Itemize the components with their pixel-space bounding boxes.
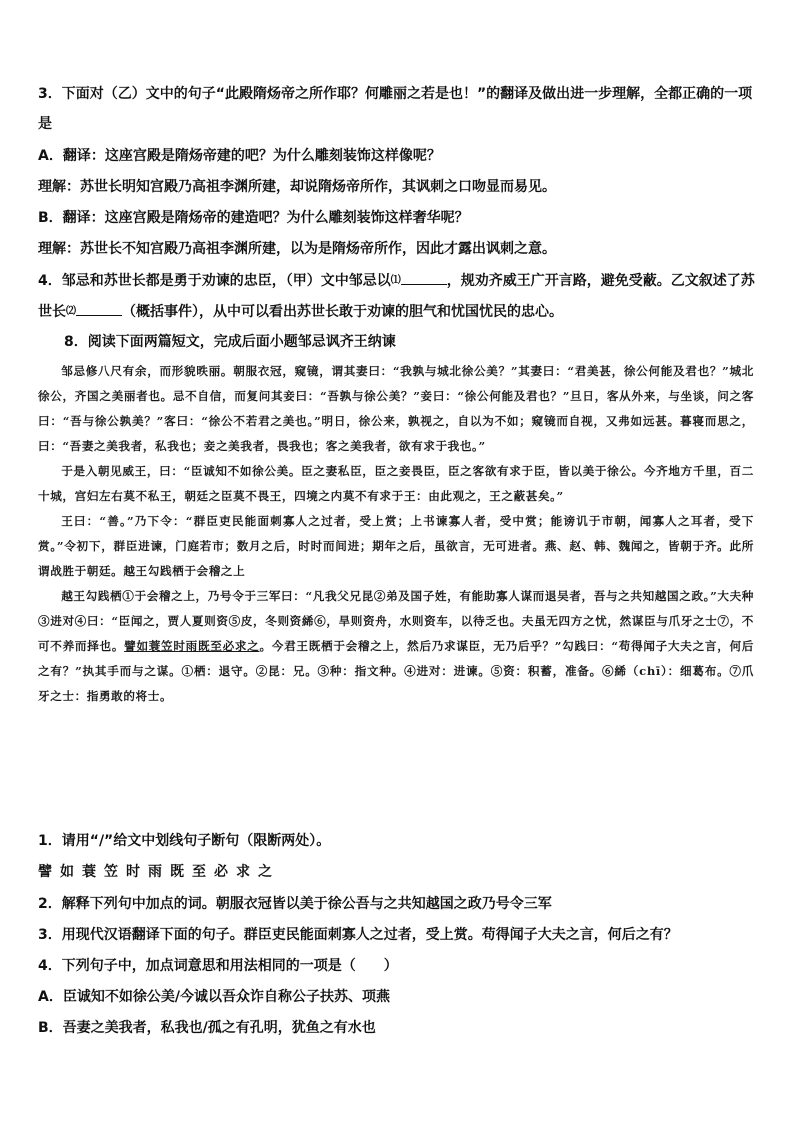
passage-paragraph-4 [38, 584, 754, 709]
passage-paragraph-1: 邹忌修八尺有余，而形貌昳丽。朝服衣冠，窥镜，谓其妻曰：“我孰与城北徐公美？”其妻曰：“君美甚，徐公何能及君也？”城北徐公，齐国之美丽者也。忌不自信，而复问其妾曰：“吾孰与徐公美？”妾曰：“徐公何能及君也？”旦日，客从外来，与坐谈，问之客曰：“吾与徐公孰美？”客曰：“徐公不若君之美也。”明日，徐公来，孰视之，自以为不如；窥镜而自视，又弗如远甚。暮寝而思之，曰：“吾妻之美我者，私我也；妾之美我者，畏我也；客之美我者，欲有求于我也。” [38, 364, 754, 453]
q3-option-a-understanding: 理解：苏世长明知宫殿乃高祖李渊所建，却说隋炀帝所作，其讽刺之口吻显而易见。 [38, 179, 556, 195]
question-4-option-a: A．臣诚知不如徐公美/今诚以吾众诈自称公子扶苏、项燕 [38, 989, 390, 1005]
q4-blank-marker-1: ⑴ [390, 275, 401, 286]
q4-blank-marker-2: ⑵ [66, 306, 76, 317]
q3-stem-line2: 是 [38, 116, 52, 132]
question-1-sentence: 譬如蓑笠时雨既至必求之 [38, 864, 280, 880]
question-4: 4．下列句子中，加点词意思和用法相同的一项是（ ） [38, 958, 398, 974]
passage-4-text-a: 越王勾践栖①于会稽之上，乃号令于三军曰：“凡我父兄昆②弟及国子姓，有能助寡人谋而退吴者，吾与之共知越国之政。”大夫种③进对④曰：“臣闻之，贾人夏则资⑤皮，冬则资絺⑥，旱则资舟，水则资车，以待乏也。夫虽无四方之忧，然谋臣与爪牙之士⑦，不可不养而择也。 [38, 589, 754, 653]
q4-text-part2: ，规劝齐威王广开言路，避免受蔽。乙文叙述了苏 [446, 273, 755, 289]
q3-option-a-translation: A．翻译：这座宫殿是隋炀帝建的吧？为什么雕刻装饰这样像呢？ [38, 148, 441, 164]
passage-paragraph-3: 王曰：“善。”乃下令：“群臣吏民能面刺寡人之过者，受上赏；上书谏寡人者，受中赏；能谤讥于市朝，闻寡人之耳者，受下赏。”令初下，群臣进谏，门庭若市；数月之后，时时而间进；期年之后，虽欲言，无可进者。燕、赵、韩、魏闻之，皆朝于齐。此所谓战胜于朝廷。越王勾践栖于会稽之上 [38, 514, 754, 578]
q8-heading: 8．阅读下面两篇短文，完成后面小题邹忌讽齐王纳谏 [64, 334, 396, 350]
underlined-sentence: 譬如蓑笠时雨既至必求之 [124, 639, 260, 653]
q4-text-part4: （概括事件），从中可以看出苏世长敢于劝谏的胆气和忧国忧民的忠心。 [122, 304, 563, 320]
passage-paragraph-2: 于是入朝见威王，曰：“臣诚知不如徐公美。臣之妻私臣，臣之妾畏臣，臣之客欲有求于臣，皆以美于徐公。今齐地方千里，百二十城，宫妇左右莫不私王，朝廷之臣莫不畏王，四境之内莫不有求于王：由此观之，王之蔽甚矣。” [38, 464, 754, 503]
question-3: 3．用现代汉语翻译下面的句子。群臣吏民能面刺寡人之过者，受上赏。苟得闻子大夫之言，何后之有？ [38, 927, 678, 943]
q3-option-b-translation: B．翻译：这座宫殿是隋炀帝的建造吧？为什么雕刻装饰这样奢华呢？ [38, 210, 469, 226]
q3-stem-line1: 3．下面对（乙）文中的句子“此殿隋炀帝之所作耶？何雕丽之若是也！”的翻译及做出进一步理解，全都正确的一项 [38, 86, 753, 102]
question-4-option-b: B．吾妻之美我者，私我也/孤之有孔明，犹鱼之有水也 [38, 1020, 376, 1036]
q4-blank-1 [401, 270, 447, 285]
question-2: 2．解释下列句中加点的词。朝服衣冠皆以美于徐公吾与之共知越国之政乃号令三军 [38, 896, 552, 912]
q4-blank-2 [76, 301, 122, 316]
q3-option-b-understanding: 理解：苏世长不知宫殿乃高祖李渊所建，以为是隋炀帝所作，因此才露出讽刺之意。 [38, 241, 556, 257]
passage-4-text-b: 。今君王既栖于会稽之上，然后乃求谋臣，无乃后乎？”勾践曰：“苟得闻子大夫之言，何后之有？”执其手而与之谋。①栖：退守。②昆：兄。③种：指文种。④进对：进谏。⑤资：积蓄，准备。⑥絺（chī）：细葛布。⑦爪牙之士：指勇敢的将士。 [38, 639, 755, 703]
q4-line2 [38, 301, 563, 322]
q4-text-part1: 4．邹忌和苏世长都是勇于劝谏的忠臣，（甲）文中邹忌以 [38, 273, 391, 289]
passage-zouji [38, 359, 754, 709]
question-1: 1．请用“/”给文中划线句子断句（限断两处）。 [38, 833, 331, 849]
q4-text-part3: 世长 [38, 304, 66, 320]
q4-line1 [38, 270, 755, 291]
